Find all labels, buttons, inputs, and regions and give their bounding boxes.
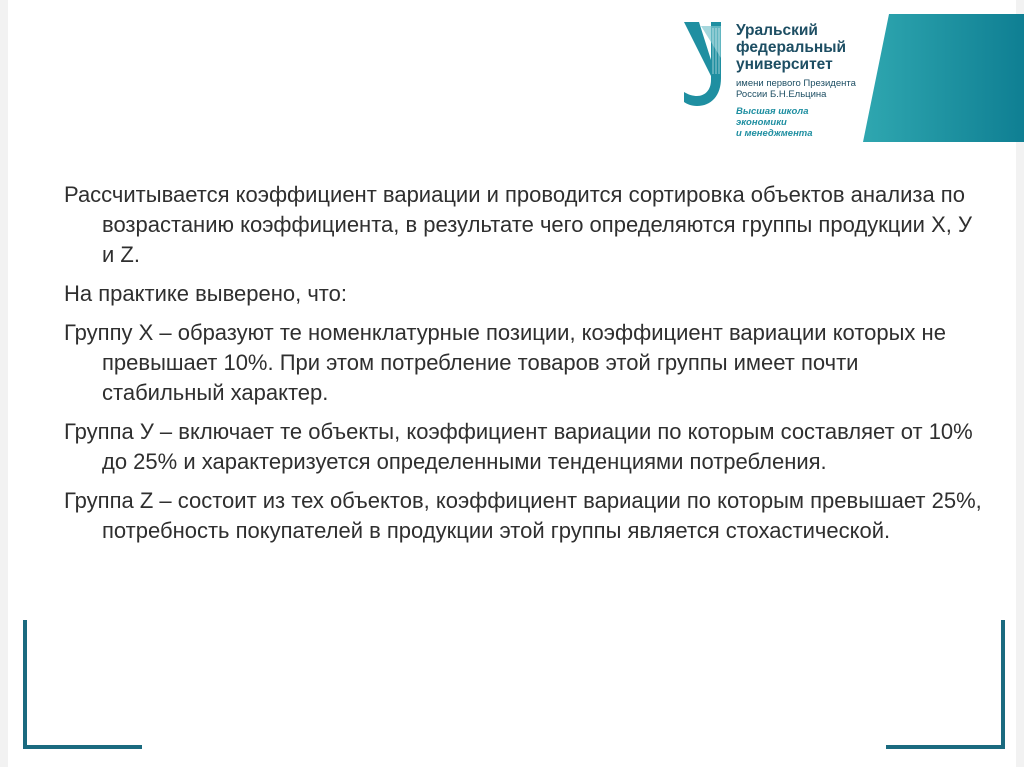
logo-subtitle-line: России Б.Н.Ельцина [736,89,827,100]
left-corner-bracket [22,620,142,750]
logo-name-line: университет [736,56,833,73]
logo-school-line: Высшая школа [736,106,809,117]
paragraph-practice: На практике выверено, что: [64,281,347,306]
logo-subtitle-line: имени первого Президента [736,78,856,89]
paragraph-intro: Рассчитывается коэффициент вариации и проводится сортировка объектов анализа по возрастанию коэффициента, в результате чего определяются группы продукции Х, У и Z. [64,182,972,267]
right-corner-bracket [886,620,1006,750]
logo-text [736,22,856,139]
header-logo-panel [671,14,1024,142]
logo-name-line: федеральный [736,39,847,56]
slide [8,0,1016,767]
logo-school-line: и менеджмента [736,128,813,139]
logo-name-line: Уральский [736,22,818,39]
paragraph-group-y: Группа У – включает те объекты, коэффициент вариации по которым составляет от 10% до 25% и характеризуется определенными тенденциями потребления. [64,419,973,474]
logo-school-line: экономики [736,117,787,128]
slide-body [64,180,984,555]
paragraph-group-z: Группа Z – состоит из тех объектов, коэффициент вариации по которым превышает 25%, потребность покупателей в продукции этой группы является стохастической. [64,488,982,543]
paragraph-group-x: Группу Х – образуют те номенклатурные позиции, коэффициент вариации которых не превышает 10%. При этом потребление товаров этой группы имеет почти стабильный характер. [64,320,946,405]
ural-university-y-logo-icon [681,18,736,110]
